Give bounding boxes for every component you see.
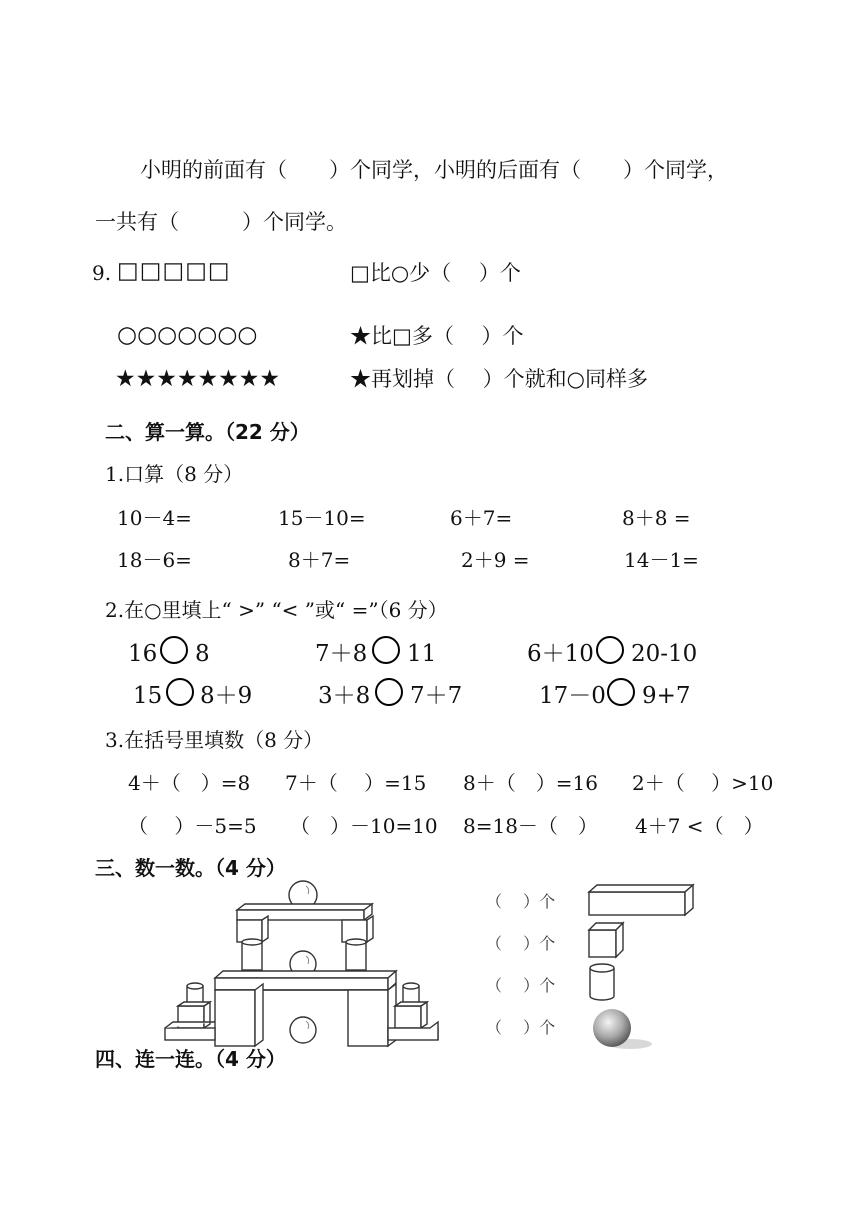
fill-eq-6: （ ）－10=10 [290,814,438,838]
fill-eq-7: 8=18－（ ） [463,814,598,838]
sphere-icon [590,1008,654,1050]
q9-circles: ○○○○○○○ [117,322,258,348]
block-structure-picture [160,878,450,1050]
oral-eq-6: 8＋7= [288,548,351,572]
fill-eq-8: 4＋7 <（ ） [635,814,764,838]
q9-stars: ★★★★★★★★ [115,366,280,392]
cylinder-icon [588,962,618,1004]
oral-eq-3: 6＋7= [450,506,513,530]
count-label-cube: （ ）个 [486,934,556,953]
q8-line1: 小明的前面有（ ）个同学，小明的后面有（ ）个同学， [140,158,728,182]
section4-title: 四、连一连。（4 分） [95,1047,286,1071]
count-label-cylinder: （ ）个 [486,976,556,995]
fill-eq-2: 7＋（ ）=15 [285,771,427,795]
section2-sub1: 1.口算（8 分） [105,462,244,486]
q9-squares: □□□□□ [117,258,231,284]
compare-right-3: 20-10 [631,641,698,667]
compare-right-4: 8＋9 [200,683,253,709]
section2-sub2: 2.在○里填上“ >” “< ”或“ =”（6 分） [105,598,448,622]
oral-eq-4: 8＋8 = [622,506,691,530]
compare-circle-4[interactable] [166,678,194,706]
compare-left-3: 6＋10 [527,641,594,667]
count-label-cuboid: （ ）个 [486,892,556,911]
compare-right-6: 9+7 [642,683,691,709]
q8-line2: 一共有（ ）个同学。 [95,210,347,234]
count-label-sphere: （ ）个 [486,1018,556,1037]
compare-right-5: 7＋7 [410,683,463,709]
compare-circle-5[interactable] [375,678,403,706]
fill-eq-5: （ ）－5=5 [128,814,257,838]
oral-eq-1: 10－4= [117,506,192,530]
compare-left-2: 7＋8 [315,641,368,667]
fill-eq-3: 8＋（ ）=16 [463,771,598,795]
section3-title: 三、数一数。（4 分） [95,856,286,880]
section2-sub3: 3.在括号里填数（8 分） [105,728,324,752]
compare-left-5: 3＋8 [318,683,371,709]
oral-eq-8: 14－1= [624,548,699,572]
compare-left-1: 16 [128,641,158,667]
compare-circle-1[interactable] [160,636,188,664]
fill-eq-1: 4＋（ ）=8 [128,771,251,795]
compare-left-4: 15 [133,683,163,709]
fill-eq-4: 2＋（ ）>10 [632,771,774,795]
oral-eq-2: 15－10= [278,506,366,530]
q9-number: 9. [92,261,112,285]
section2-title: 二、算一算。（22 分） [105,420,310,444]
q9-row1-text: □比○少（ ）个 [350,261,521,285]
oral-eq-7: 2＋9 = [461,548,530,572]
compare-left-6: 17－0 [539,683,606,709]
compare-circle-6[interactable] [607,678,635,706]
q9-row2-text: ★比□多（ ）个 [350,324,524,348]
compare-circle-3[interactable] [596,636,624,664]
compare-circle-2[interactable] [372,636,400,664]
compare-right-2: 11 [407,641,437,667]
cube-icon [588,922,626,958]
q9-row3-text: ★再划掉（ ）个就和○同样多 [350,367,648,391]
compare-right-1: 8 [195,641,210,667]
cuboid-icon [588,883,694,917]
oral-eq-5: 18－6= [117,548,192,572]
